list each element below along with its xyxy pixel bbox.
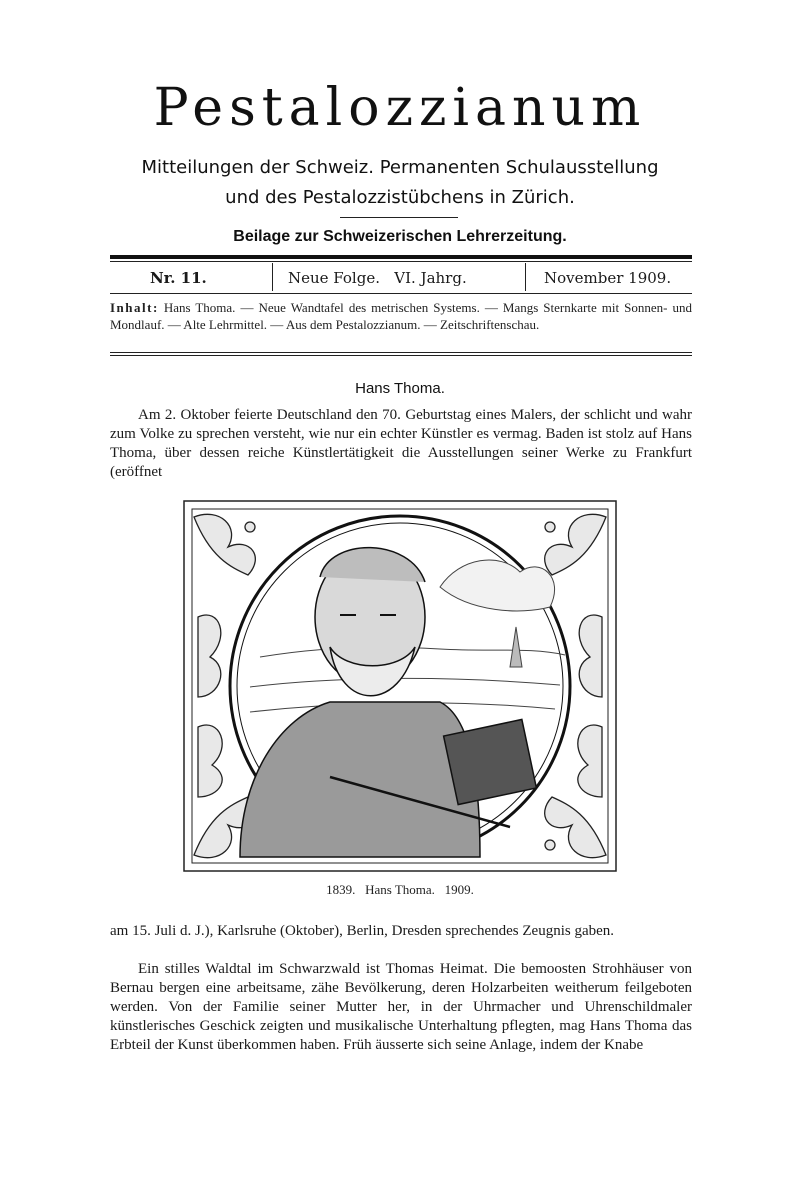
article-paragraph-3: Ein stilles Waldtal im Schwarzwald ist Thomas Heimat. Die bemoosten Strohhäuser von Bernau bergen eine arbeitsame, zähe Bevölkerung, deren Holzarbeiten weitherum feilgeboten werden. Von der Familie seiner Mutter her, in der Uhrmacher und Uhrenschildmaler künstlerisches Geschick zeigten und musikalische Unterhaltung pflegten, mag Hans Thoma das Erbteil der Kunst überkommen haben. Früh äusserte sich seine Anlage, indem der Knabe — [110, 961, 692, 1053]
table-of-contents — [110, 299, 692, 333]
issue-number: Nr. 11. — [150, 269, 207, 287]
contents-label: Inhalt: — [110, 300, 159, 315]
subtitle-line-2: und des Pestalozzistübchens in Zürich. — [225, 187, 575, 208]
contents-text: Hans Thoma. — Neue Wandtafel des metrischen Systems. — Mangs Sternkarte mit Sonnen- und Mondlauf. — Alte Lehrmittel. — Aus dem Pestalozzianum. — Zeitschriftenschau. — [110, 300, 692, 332]
issue-series: Neue Folge. VI. Jahrg. — [288, 269, 467, 287]
issue-divider-1 — [272, 263, 273, 291]
subtitle — [0, 153, 800, 213]
issue-info-row — [110, 263, 692, 291]
supplement-line: Beilage zur Schweizerischen Lehrerzeitung. — [233, 228, 567, 245]
article-paragraph-2: am 15. Juli d. J.), Karlsruhe (Oktober), Berlin, Dresden sprechendes Zeugnis gaben. — [110, 923, 615, 939]
figure-caption: 1839. Hans Thoma. 1909. — [326, 882, 474, 897]
subtitle-line-1: Mitteilungen der Schweiz. Permanenten Schulausstellung — [141, 157, 659, 178]
article-title: Hans Thoma. — [355, 380, 445, 397]
header-rule-thick — [110, 255, 692, 259]
portrait-illustration — [180, 497, 620, 875]
article-paragraph-1: Am 2. Oktober feierte Deutschland den 70. Geburtstag eines Malers, der schlicht und wahr zum Volke zu sprechen versteht, wie nur ein echter Künstler es vermag. Baden ist stolz auf Hans Thoma, über dessen reiche Künstlertätigkeit die Ausstellungen seiner Werke zu Frankfurt (eröffnet — [110, 407, 692, 480]
issue-date: November 1909. — [544, 269, 672, 287]
contents-rule-2 — [110, 355, 692, 356]
header-rule-thin — [110, 261, 692, 262]
issue-rule-bottom — [110, 293, 692, 294]
contents-rule-1 — [110, 352, 692, 353]
short-divider — [340, 217, 458, 218]
issue-divider-2 — [525, 263, 526, 291]
masthead-title: Pestalozzianum — [153, 78, 647, 138]
